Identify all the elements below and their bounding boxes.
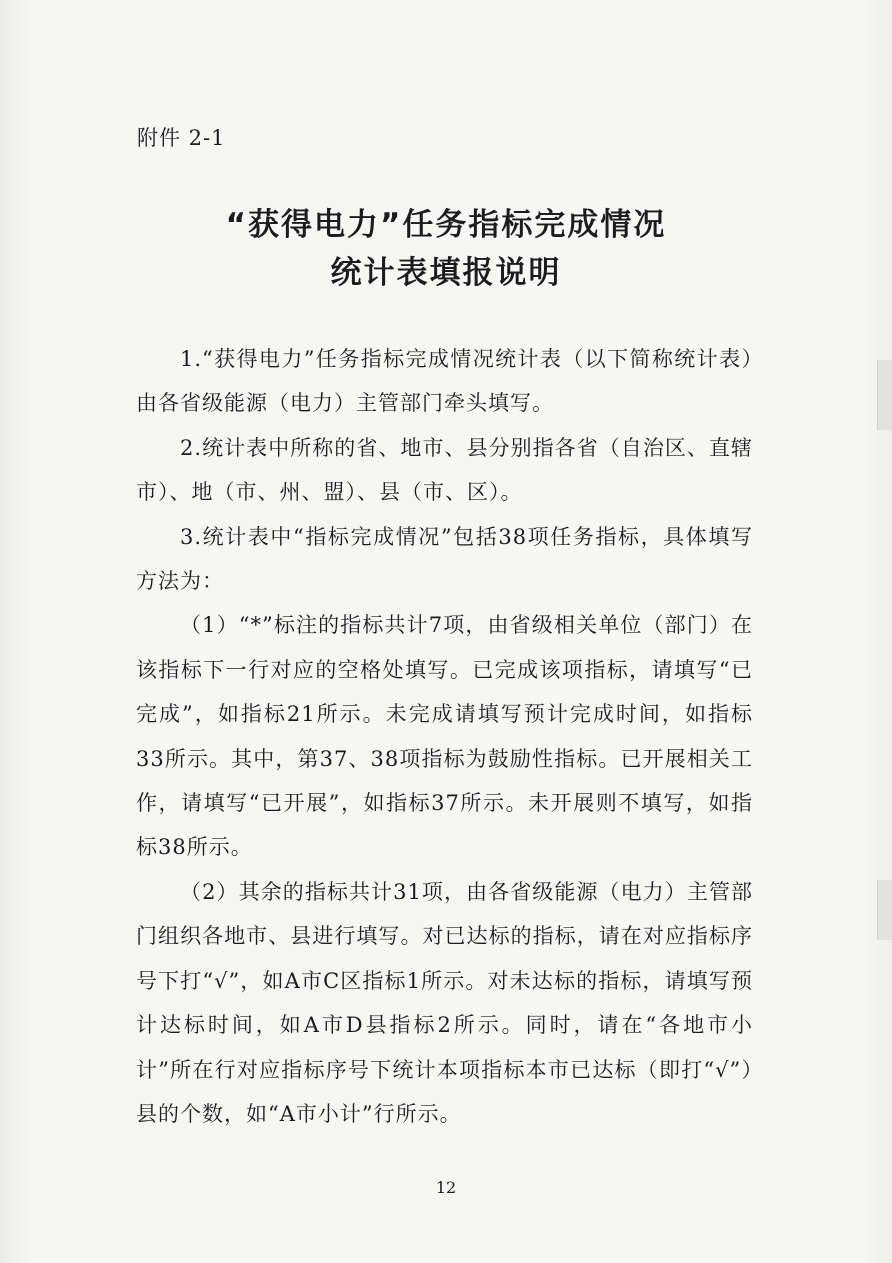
paragraph: （2）其余的指标共计31项，由各省级能源（电力）主管部门组织各地市、县进行填写。对已达标的指标，请在对应指标序号下打“√”，如A市C区指标1所示。对未达标的指标，请填写预计达标时间，如A市D县指标2所示。同时，请在“各地市小计”所在行对应指标序号下统计本项指标本市已达标（即打“√”）县的个数，如“A市小计”行所示。 <box>136 879 753 1126</box>
paragraph: 3.统计表中“指标完成情况”包括38项任务指标，具体填写方法为： <box>136 524 753 594</box>
attachment-label: 附件 2-1 <box>137 126 226 150</box>
page-edge-mark <box>877 880 892 940</box>
document-title-line-2: 统计表填报说明 <box>330 255 562 291</box>
paragraph: 1.“获得电力”任务指标完成情况统计表（以下简称统计表）由各省级能源（电力）主管部门牵头填写。 <box>136 347 753 416</box>
document-title-line-1: “获得电力”任务指标完成情况 <box>225 207 667 243</box>
page-edge-mark <box>877 360 892 430</box>
page-number: 12 <box>435 1178 457 1197</box>
paragraph: 2.统计表中所称的省、地市、县分别指各省（自治区、直辖市）、地（市、州、盟）、县（市、区）。 <box>136 435 753 505</box>
document-body <box>136 337 753 1136</box>
paragraph: （1）“*”标注的指标共计7项，由省级相关单位（部门）在该指标下一行对应的空格处填写。已完成该项指标，请填写“已完成”，如指标21所示。未完成请填写预计完成时间，如指标33所示。其中，第37、38项指标为鼓励性指标。已开展相关工作，请填写“已开展”，如指标37所示。未开展则不填写，如指标38所示。 <box>136 613 753 860</box>
